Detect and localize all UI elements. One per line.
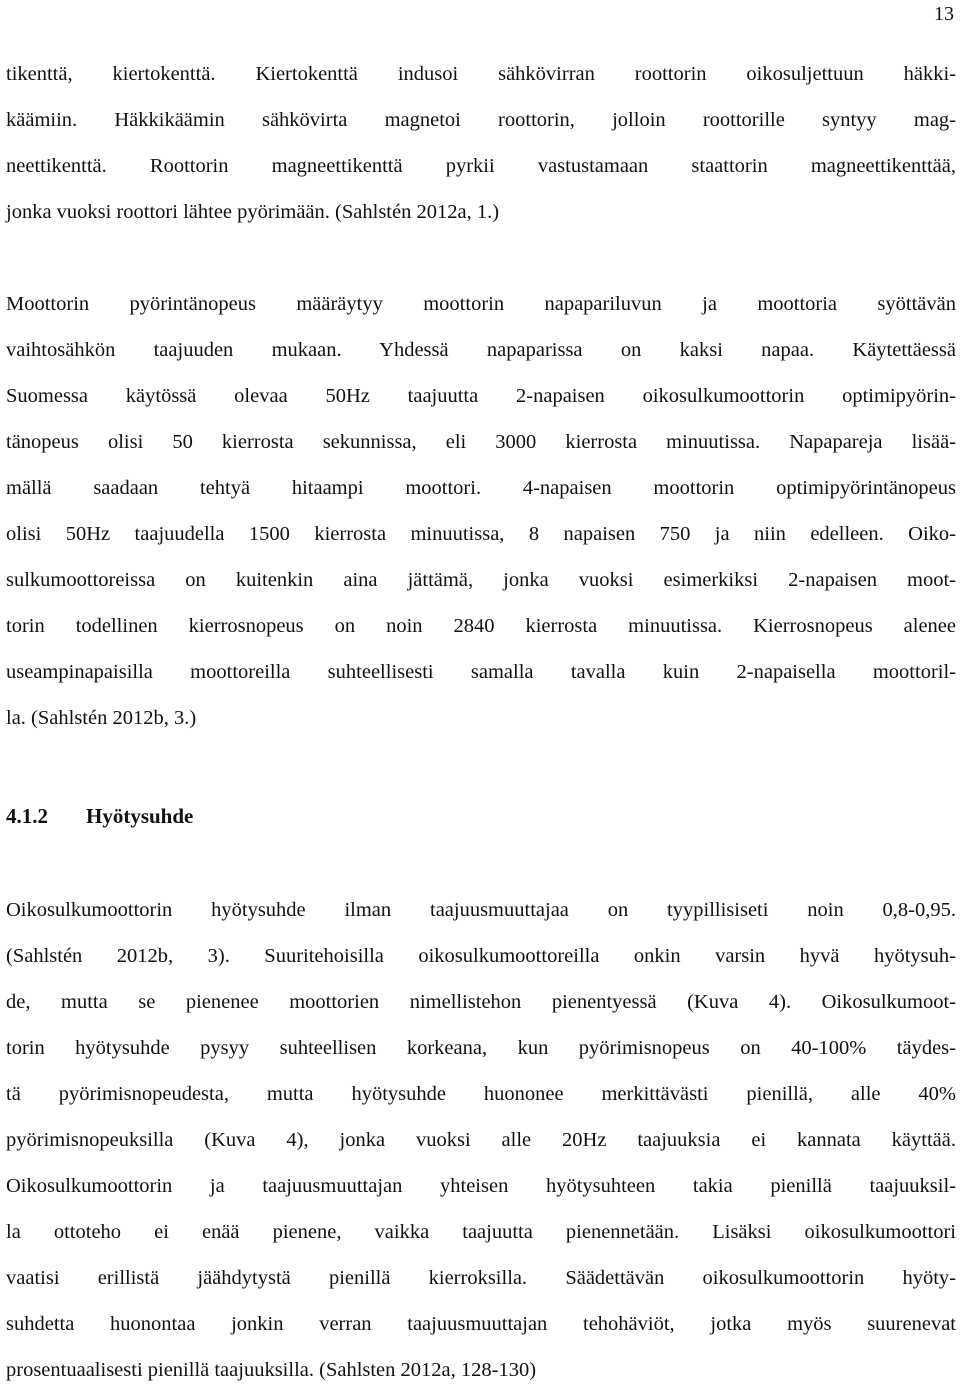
paragraph-line: suhdetta huonontaa jonkin verran taajuusmuuttajan tehohäviöt, jotka myös suurenevat xyxy=(6,1313,956,1335)
paragraph-line: Moottorin pyörintänopeus määräytyy moottorin napapariluvun ja moottoria syöttävän xyxy=(6,293,956,315)
paragraph-line: Oikosulkumoottorin ja taajuusmuuttajan yhteisen hyötysuhteen takia pienillä taajuuksil- xyxy=(6,1175,956,1197)
paragraph-line: neettikenttä. Roottorin magneettikenttä pyrkii vastustamaan staattorin magneettikenttää, xyxy=(6,155,956,177)
paragraph-line: torin todellinen kierrosnopeus on noin 2840 kierrosta minuutissa. Kierrosnopeus alenee xyxy=(6,615,956,637)
paragraph-line: olisi 50Hz taajuudella 1500 kierrosta minuutissa, 8 napaisen 750 ja niin edelleen. Oiko- xyxy=(6,523,956,545)
paragraph-line: useampinapaisilla moottoreilla suhteellisesti samalla tavalla kuin 2-napaisella moottoril- xyxy=(6,661,956,683)
paragraph-line: (Sahlstén 2012b, 3). Suuritehoisilla oikosulkumoottoreilla onkin varsin hyvä hyötysuh- xyxy=(6,945,956,967)
paragraph-line: sulkumoottoreissa on kuitenkin aina jättämä, jonka vuoksi esimerkiksi 2-napaisen moot- xyxy=(6,569,956,591)
paragraph-line: mällä saadaan tehtyä hitaampi moottori. 4-napaisen moottorin optimipyörintänopeus xyxy=(6,477,956,499)
section-title: Hyötysuhde xyxy=(86,804,194,828)
paragraph-line: torin hyötysuhde pysyy suhteellisen korkeana, kun pyörimisnopeus on 40-100% täydes- xyxy=(6,1037,956,1059)
paragraph-line: jonka vuoksi roottori lähtee pyörimään. (Sahlstén 2012a, 1.) xyxy=(6,201,500,223)
page-number: 13 xyxy=(934,3,954,25)
paragraph-line: vaatisi erillistä jäähdytystä pienillä kierroksilla. Säädettävän oikosulkumoottorin hyöty- xyxy=(6,1267,956,1289)
paragraph-line: pyörimisnopeuksilla (Kuva 4), jonka vuoksi alle 20Hz taajuuksia ei kannata käyttää. xyxy=(6,1129,956,1151)
paragraph-line: tä pyörimisnopeudesta, mutta hyötysuhde huononee merkittävästi pienillä, alle 40% xyxy=(6,1083,956,1105)
paragraph-line: tänopeus olisi 50 kierrosta sekunnissa, eli 3000 kierrosta minuutissa. Napapareja lisää- xyxy=(6,431,956,453)
paragraph-line: la. (Sahlstén 2012b, 3.) xyxy=(6,707,197,729)
paragraph-line: tikenttä, kiertokenttä. Kiertokenttä indusoi sähkövirran roottorin oikosuljettuun häkki- xyxy=(6,63,956,85)
paragraph-line: Oikosulkumoottorin hyötysuhde ilman taajuusmuuttajaa on tyypillisiseti noin 0,8-0,95. xyxy=(6,899,956,921)
paragraph-line: prosentuaalisesti pienillä taajuuksilla. (Sahlsten 2012a, 128-130) xyxy=(6,1359,537,1381)
paragraph-line: de, mutta se pienenee moottorien nimellistehon pienentyessä (Kuva 4). Oikosulkumoot- xyxy=(6,991,956,1013)
paragraph-line: Suomessa käytössä olevaa 50Hz taajuutta 2-napaisen oikosulkumoottorin optimipyörin- xyxy=(6,385,956,407)
section-number: 4.1.2 xyxy=(6,804,48,828)
paragraph-line: käämiin. Häkkikäämin sähkövirta magnetoi roottorin, jolloin roottorille syntyy mag- xyxy=(6,109,956,131)
paragraph-line: vaihtosähkön taajuuden mukaan. Yhdessä napaparissa on kaksi napaa. Käytettäessä xyxy=(6,339,956,361)
section-heading xyxy=(6,802,193,830)
paragraph-line: la ottoteho ei enää pienene, vaikka taajuutta pienennetään. Lisäksi oikosulkumoottori xyxy=(6,1221,956,1243)
